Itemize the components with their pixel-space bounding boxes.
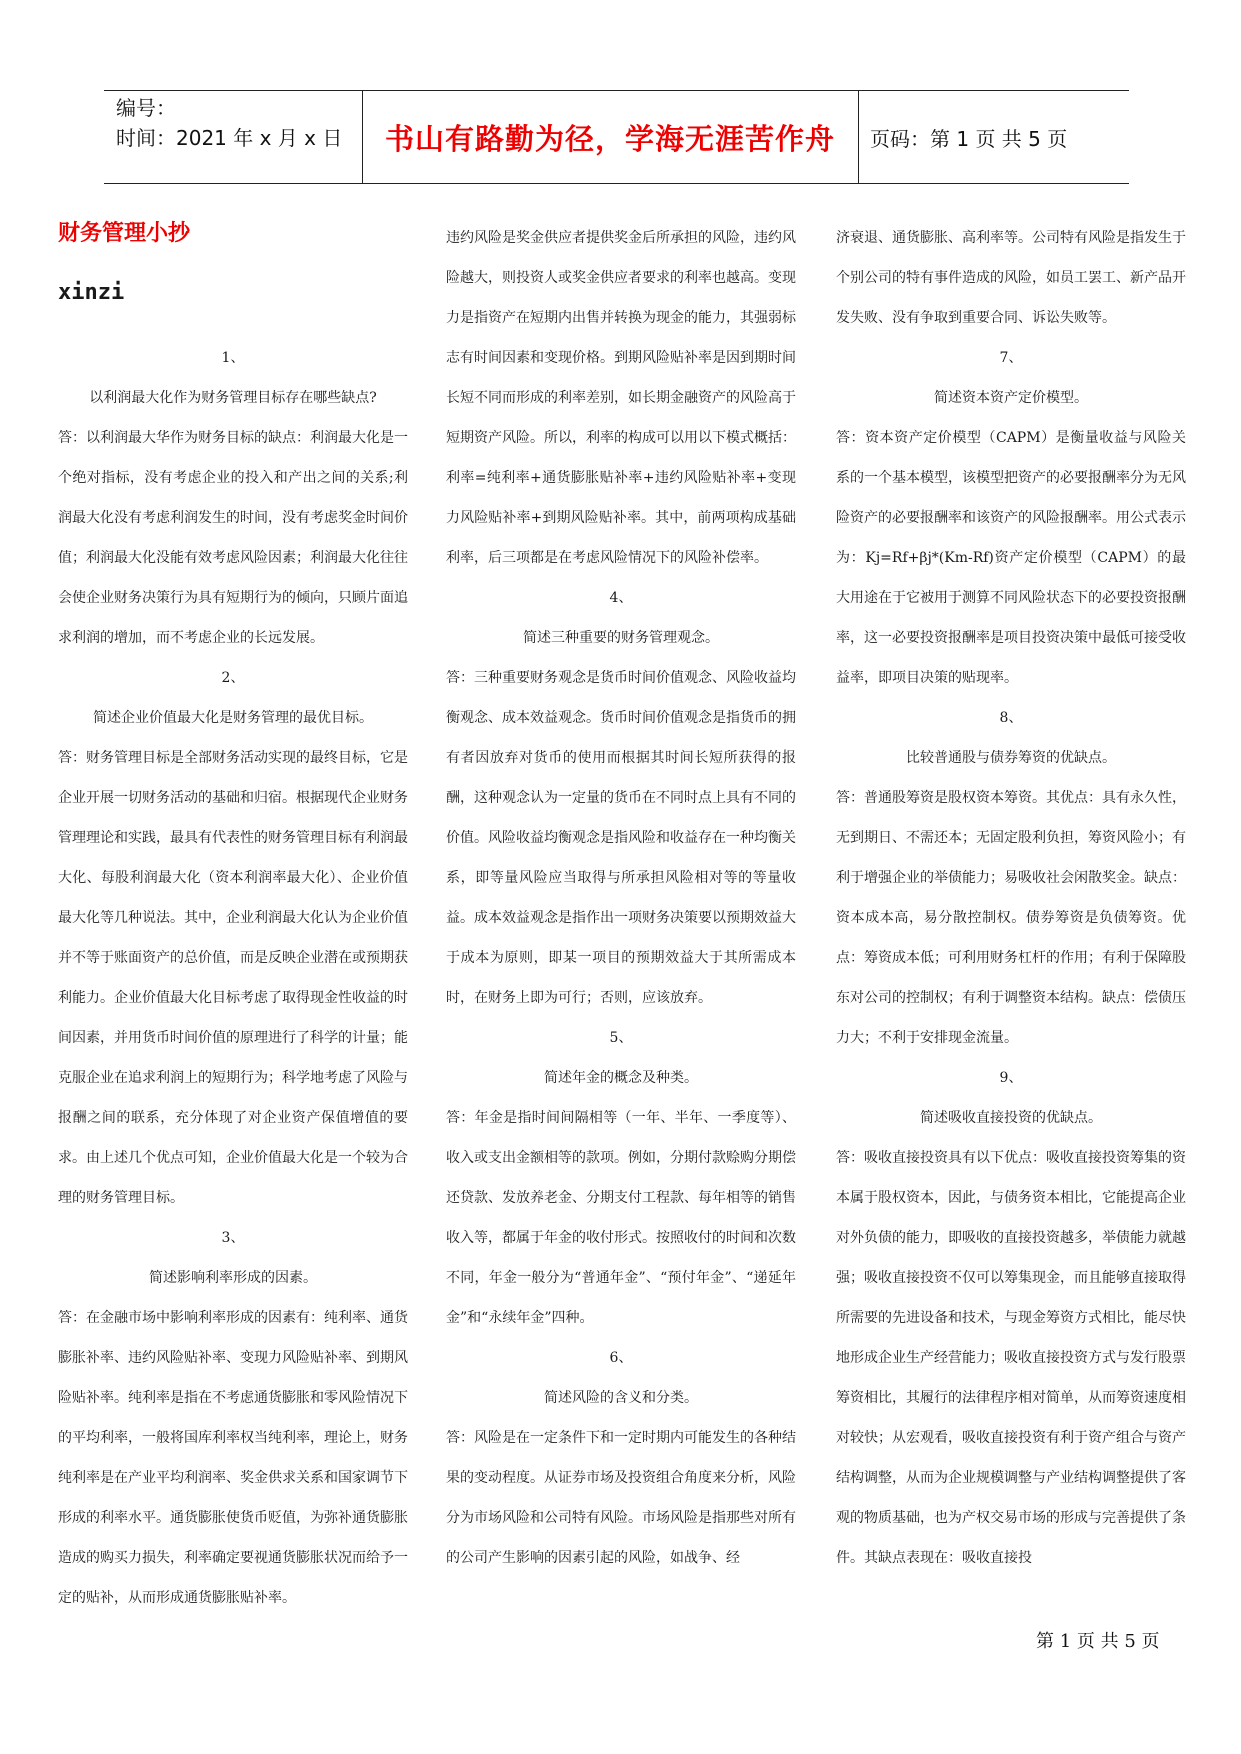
question-number: 2、 — [221, 670, 245, 686]
document-number-label: 编号： — [116, 96, 176, 120]
question-title: 比较普通股与债券筹资的优缺点。 — [906, 750, 1116, 766]
answer-paragraph: 答：资本资产定价模型（CAPM）是衡量收益与风险关系的一个基本模型，该模型把资产的必要报酬率分为无风险资产的必要报酬率和该资产的风险报酬率。用公式表示为：Kj=Rf+βj*(Km-Rf)资产定价模型（CAPM）的最大用途在于它被用于测算不同风险状态下的必要投资报酬率，这一必要投资报酬率是项目投资决策中最低可接受收益率，即项目决策的贴现率。 — [836, 430, 1186, 686]
answer-paragraph: 答：三种重要财务观念是货币时间价值观念、风险收益均衡观念、成本效益观念。货币时间价值观念是指货币的拥有者因放弃对货币的使用而根据其时间长短所获得的报酬，这种观念认为一定量的货币在不同时点上具有不同的价值。风险收益均衡观念是指风险和收益存在一种均衡关系，即等量风险应当取得与所承担风险相对等的等量收益。成本效益观念是指作出一项财务决策要以预期效益大于成本为原则，即某一项目的预期效益大于其所需成本时，在财务上即为可行；否则，应该放弃。 — [446, 670, 796, 1006]
document-time-label: 时间：2021 年 x 月 x 日 — [116, 126, 343, 150]
question-title: 简述资本资产定价模型。 — [934, 390, 1088, 406]
text-column-2 — [446, 218, 796, 1578]
answer-paragraph: 济衰退、通货膨胀、高利率等。公司特有风险是指发生于个别公司的特有事件造成的风险，如员工罢工、新产品开发失败、没有争取到重要合同、诉讼失败等。 — [836, 230, 1186, 326]
answer-paragraph: 答：财务管理目标是全部财务活动实现的最终目标，它是企业开展一切财务活动的基础和归宿。根据现代企业财务管理理论和实践，最具有代表性的财务管理目标有利润最大化、每股利润最大化（资本利润率最大化）、企业价值最大化等几种说法。其中，企业利润最大化认为企业价值并不等于账面资产的总价值，而是反映企业潜在或预期获利能力。企业价值最大化目标考虑了取得现金性收益的时间因素，并用货币时间价值的原理进行了科学的计量；能克服企业在追求利润上的短期行为；科学地考虑了风险与报酬之间的联系，充分体现了对企业资产保值增值的要求。由上述几个优点可知，企业价值最大化是一个较为合理的财务管理目标。 — [58, 750, 408, 1206]
question-number: 4、 — [609, 590, 633, 606]
text-column-3 — [836, 218, 1186, 1578]
page-footer: 第 1 页 共 5 页 — [1036, 1631, 1160, 1652]
answer-paragraph: 答：以利润最大华作为财务目标的缺点：利润最大化是一个绝对指标，没有考虑企业的投入和产出之间的关系;利润最大化没有考虑利润发生的时间，没有考虑奖金时间价值；利润最大化没能有效考虑风险因素；利润最大化往往会使企业财务决策行为具有短期行为的倾向，只顾片面追求利润的增加，而不考虑企业的长远发展。 — [58, 430, 408, 646]
question-number: 9、 — [999, 1070, 1023, 1086]
question-number: 5、 — [609, 1030, 633, 1046]
question-title: 简述年金的概念及种类。 — [544, 1070, 698, 1086]
question-title: 简述吸收直接投资的优缺点。 — [920, 1110, 1102, 1126]
answer-paragraph: 答：在金融市场中影响利率形成的因素有：纯利率、通货膨胀补率、违约风险贴补率、变现力风险贴补率、到期风险贴补率。纯利率是指在不考虑通货膨胀和零风险情况下的平均利率，一般将国库利率权当纯利率，理论上，财务纯利率是在产业平均利润率、奖金供求关系和国家调节下形成的利率水平。通货膨胀使货币贬值，为弥补通货膨胀造成的购买力损失，利率确定要视通货膨胀状况而给予一定的贴补，从而形成通货膨胀贴补率。 — [58, 1310, 408, 1606]
question-number: 7、 — [999, 350, 1023, 366]
header-divider-right — [858, 91, 859, 183]
text-column-1 — [58, 218, 408, 1618]
header-motto: 书山有路勤为径，学海无涯苦作舟 — [384, 121, 835, 156]
question-title: 简述企业价值最大化是财务管理的最优目标。 — [93, 710, 373, 726]
question-title: 简述风险的含义和分类。 — [544, 1390, 698, 1406]
answer-paragraph: 答：吸收直接投资具有以下优点：吸收直接投资筹集的资本属于股权资本，因此，与债务资本相比，它能提高企业对外负债的能力，即吸收的直接投资越多，举债能力就越强；吸收直接投资不仅可以筹集现金，而且能够直接取得所需要的先进设备和技术，与现金筹资方式相比，能尽快地形成企业生产经营能力；吸收直接投资方式与发行股票筹资相比，其履行的法律程序相对简单，从而筹资速度相对较快；从宏观看，吸收直接投资有利于资产组合与资产结构调整，从而为企业规模调整与产业结构调整提供了客观的物质基础，也为产权交易市场的形成与完善提供了条件。其缺点表现在：吸收直接投 — [836, 1150, 1186, 1566]
answer-paragraph: 答：年金是指时间间隔相等（一年、半年、一季度等）、收入或支出金额相等的款项。例如，分期付款赊购分期偿还贷款、发放养老金、分期支付工程款、每年相等的销售收入等，都属于年金的收付形式。按照收付的时间和次数不同，年金一般分为“普通年金”、“预付年金”、“递延年金”和“永续年金”四种。 — [446, 1110, 796, 1326]
question-number: 8、 — [999, 710, 1023, 726]
answer-paragraph: 答：风险是在一定条件下和一定时期内可能发生的各种结果的变动程度。从证券市场及投资组合角度来分析，风险分为市场风险和公司特有风险。市场风险是指那些对所有的公司产生影响的因素引起的风险，如战争、经 — [446, 1430, 796, 1566]
document-author: xinzi — [58, 280, 125, 305]
question-title: 简述三种重要的财务管理观念。 — [523, 630, 719, 646]
document-title: 财务管理小抄 — [58, 220, 191, 246]
header-meta — [116, 93, 361, 153]
question-number: 6、 — [609, 1350, 633, 1366]
page-header — [104, 90, 1129, 184]
answer-paragraph: 违约风险是奖金供应者提供奖金后所承担的风险，违约风险越大，则投资人或奖金供应者要求的利率也越高。变现力是指资产在短期内出售并转换为现金的能力，其强弱标志有时间因素和变现价格。到期风险贴补率是因到期时间长短不同而形成的利率差别，如长期金融资产的风险高于短期资产风险。所以，利率的构成可以用以下模式概括：利率=纯利率+通货膨胀贴补率+违约风险贴补率+变现力风险贴补率+到期风险贴补率。其中，前两项构成基础利率，后三项都是在考虑风险情况下的风险补偿率。 — [446, 230, 796, 566]
question-number: 3、 — [221, 1230, 245, 1246]
answer-paragraph: 答：普通股筹资是股权资本筹资。其优点：具有永久性，无到期日、不需还本；无固定股利负担，筹资风险小；有利于增强企业的举债能力；易吸收社会闲散奖金。缺点：资本成本高，易分散控制权。债券筹资是负债筹资。优点：筹资成本低；可利用财务杠杆的作用；有利于保障股东对公司的控制权；有利于调整资本结构。缺点：偿债压力大；不利于安排现金流量。 — [836, 790, 1186, 1046]
header-page-label: 页码：第 1 页 共 5 页 — [870, 126, 1068, 151]
question-title: 简述影响利率形成的因素。 — [149, 1270, 317, 1286]
question-number: 1、 — [221, 350, 245, 366]
question-title: 以利润最大化作为财务管理目标存在哪些缺点? — [89, 390, 377, 406]
